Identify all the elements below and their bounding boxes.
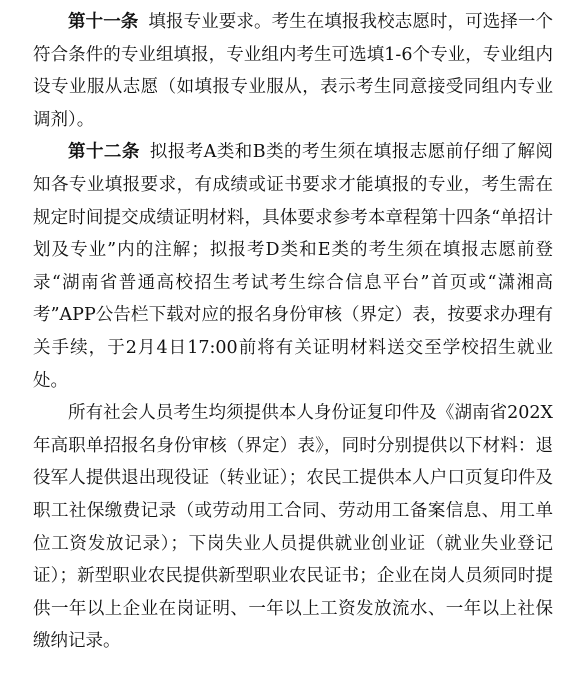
article-12-number: 第十二条 <box>68 142 140 163</box>
closing-paragraph: 所有社会人员考生均须提供本人身份证复印件及《湖南省202X年高职单招报名身份审核（界定）表》，同时分别提供以下材料：退役军人提供退出现役证（转业证）；农民工提供本人户口页复印件及职工社保缴费记录（或劳动用工合同、劳动用工备案信息、用工单位工资发放记录）；下岗失业人员提供就业创业证（就业失业登记证）；新型职业农民提供新型职业农民证书；企业在岗人员须同时提供一年以上企业在岗证明、一年以上工资发放流水、一年以上社保缴纳记录。 <box>33 403 553 652</box>
article-11-body: 填报专业要求。考生在填报我校志愿时，可选择一个符合条件的专业组填报，专业组内考生可选填1-6个专业，专业组内设专业服从志愿（如填报专业服从，表示考生同意接受同组内专业调剂）。 <box>33 12 554 130</box>
article-11 <box>33 6 553 136</box>
article-12-body: 拟报考A类和B类的考生须在填报志愿前仔细了解阅知各专业填报要求，有成绩或证书要求才能填报的专业，考生需在规定时间提交成绩证明材料，具体要求参考本章程第十四条“单招计划及专业”内的注解；拟报考D类和E类的考生须在填报志愿前登录“湖南省普通高校招生考试考生综合信息平台”首页或“潇湘高考”APP公告栏下载对应的报名身份审核（界定）表，按要求办理有关手续，于2月4日17:00前将有关证明材料送交至学校招生就业处。 <box>33 142 554 391</box>
article-12 <box>33 136 553 397</box>
article-11-number: 第十一条 <box>68 12 139 32</box>
